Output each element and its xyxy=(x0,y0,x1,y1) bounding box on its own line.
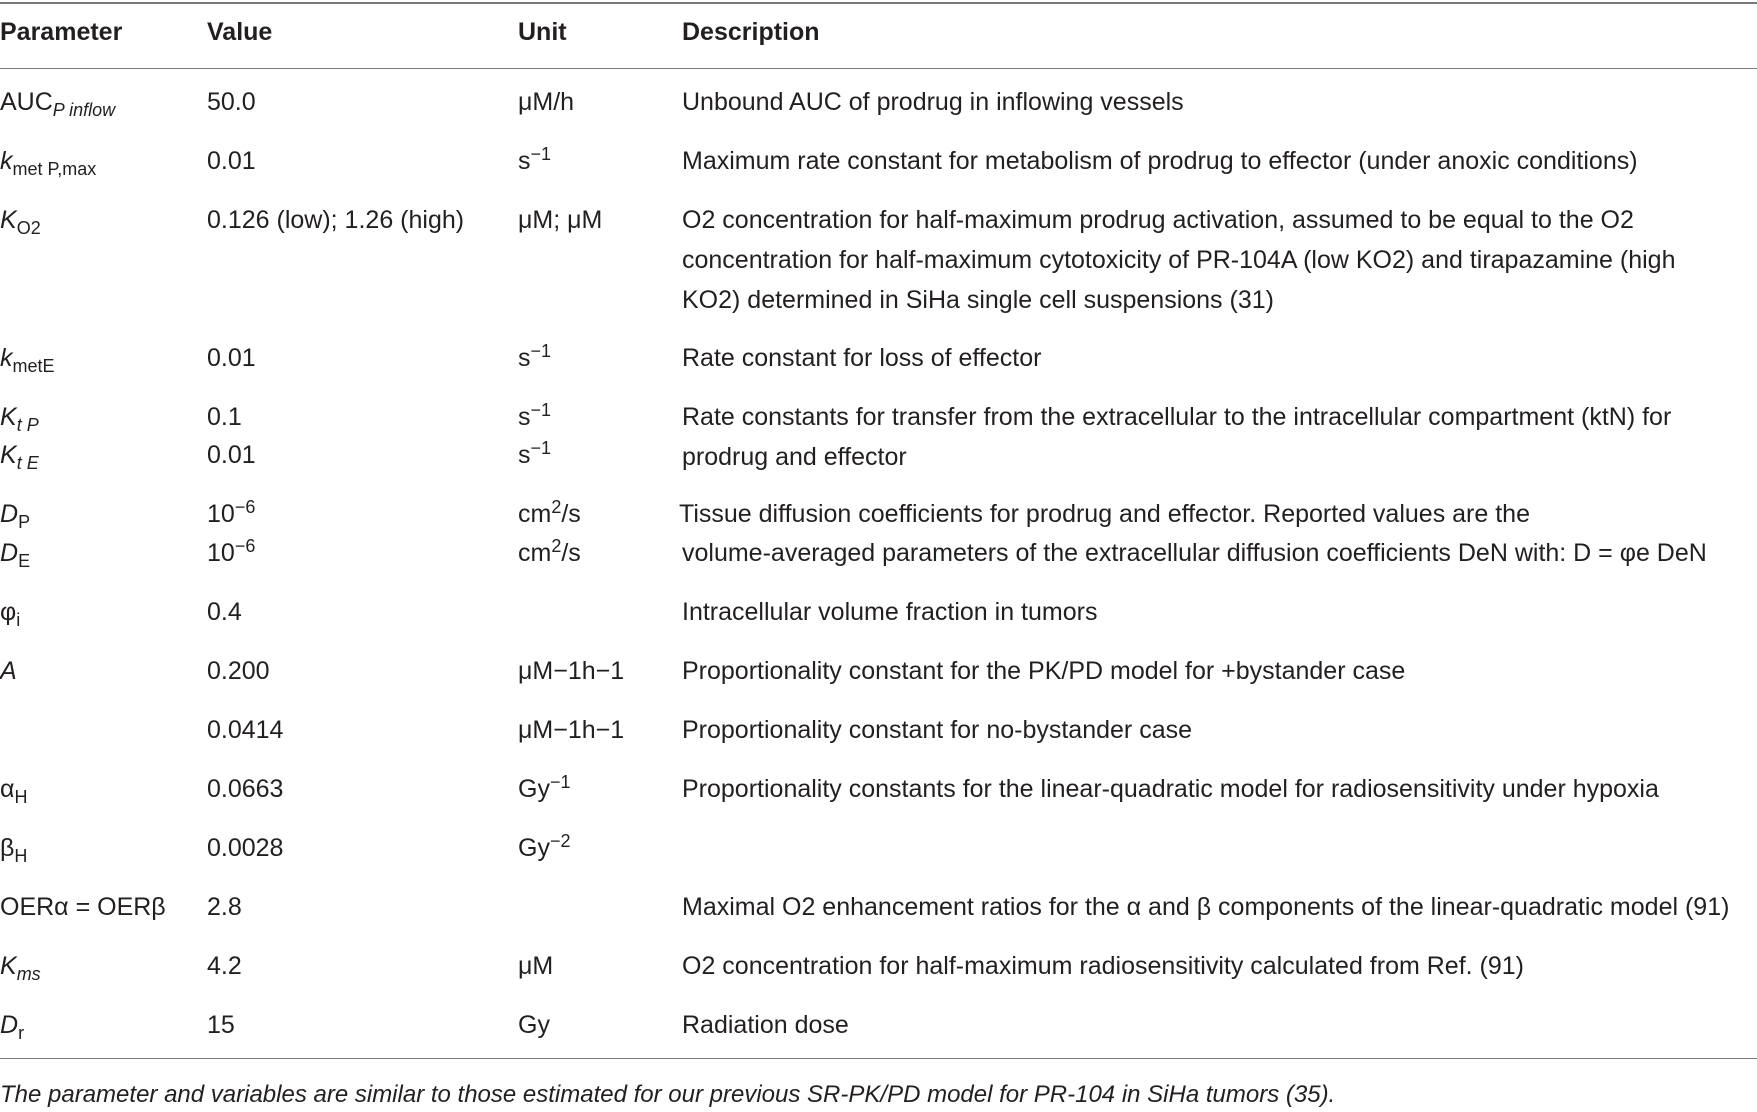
desc-kmetp: Maximum rate constant for metabolism of prodrug to effector (under anoxic conditions) xyxy=(682,147,1638,175)
desc-oer: Maximal O2 enhancement ratios for the α and β components of the linear-quadratic model (91) xyxy=(682,893,1730,921)
param-kmetp: $k_{met P,max}$ xyxy=(0,147,97,179)
param-ko2: $K_{O2}$ xyxy=(0,206,41,238)
value-a2: 0.0414 xyxy=(207,716,284,744)
desc-kt-line2: prodrug and effector xyxy=(682,443,907,471)
desc-a2: Proportionality constant for no-bystander case xyxy=(682,716,1192,744)
value-dr: 15 xyxy=(207,1011,235,1039)
unit-betah: $Gy^{-2}$ xyxy=(518,831,571,862)
param-auc: $AUC_{P inflow}$ xyxy=(0,88,116,120)
value-kte: 0.01 xyxy=(207,441,256,469)
desc-a: Proportionality constant for the PK/PD model for +bystander case xyxy=(682,657,1406,685)
header-rule xyxy=(0,68,1757,69)
unit-de: $cm^2/s$ xyxy=(518,536,581,567)
param-kms: $K_{ms}$ xyxy=(0,952,41,984)
unit-kms: μM xyxy=(518,952,554,980)
desc-kmete: Rate constant for loss of effector xyxy=(682,344,1042,372)
param-ktp: $K_{t P}$ xyxy=(0,403,39,435)
unit-dp: $cm^2/s$ xyxy=(518,497,581,528)
desc-ko2-line2: concentration for half-maximum cytotoxicity of PR-104A (low KO2) and tirapazamine (high xyxy=(682,246,1676,274)
value-phi: 0.4 xyxy=(207,598,242,626)
desc-ko2-line3: KO2) determined in SiHa single cell suspensions (31) xyxy=(682,286,1274,314)
unit-kmete: $s^{-1}$ xyxy=(518,341,552,372)
unit-a: μM−1h−1 xyxy=(518,657,625,685)
header-unit: Unit xyxy=(518,18,567,46)
value-kmetp: 0.01 xyxy=(207,147,256,175)
value-oer: 2.8 xyxy=(207,893,242,921)
desc-kms: O2 concentration for half-maximum radiosensitivity calculated from Ref. (91) xyxy=(682,952,1524,980)
desc-alphah: Proportionality constants for the linear-quadratic model for radiosensitivity under hypoxia xyxy=(682,775,1659,803)
header-parameter: Parameter xyxy=(0,18,123,46)
value-a: 0.200 xyxy=(207,657,270,685)
unit-auc: μM/h xyxy=(518,88,575,116)
unit-ko2: μM; μM xyxy=(518,206,603,234)
value-kms: 4.2 xyxy=(207,952,242,980)
param-betah: $\beta_H$ xyxy=(0,834,28,866)
value-alphah: 0.0663 xyxy=(207,775,284,803)
unit-kmetp: $s^{-1}$ xyxy=(518,144,552,175)
unit-kte: $s^{-1}$ xyxy=(518,438,552,469)
desc-diff-line2: volume-averaged parameters of the extracellular diffusion coefficients DeN with: D = φe DeN xyxy=(682,539,1707,567)
value-de: $10^{-6}$ xyxy=(207,536,256,567)
desc-dr: Radiation dose xyxy=(682,1011,849,1039)
unit-dr: Gy xyxy=(518,1011,550,1039)
table-top-rule xyxy=(0,2,1757,4)
unit-alphah: $Gy^{-1}$ xyxy=(518,772,571,803)
value-dp: $10^{-6}$ xyxy=(207,497,256,528)
param-phi: $\varphi_i$ xyxy=(0,598,21,630)
param-kte: $K_{t E}$ xyxy=(0,441,39,473)
desc-phi: Intracellular volume fraction in tumors xyxy=(682,598,1098,626)
param-kmete: $k_{metE}$ xyxy=(0,344,55,376)
desc-auc: Unbound AUC of prodrug in inflowing vessels xyxy=(682,88,1184,116)
value-kmete: 0.01 xyxy=(207,344,256,372)
param-de: $D_E$ xyxy=(0,539,31,571)
value-ktp: 0.1 xyxy=(207,403,242,431)
unit-ktp: $s^{-1}$ xyxy=(518,400,552,431)
unit-a2: μM−1h−1 xyxy=(518,716,625,744)
value-auc: 50.0 xyxy=(207,88,256,116)
value-ko2: 0.126 (low); 1.26 (high) xyxy=(207,206,465,234)
desc-kt-line1: Rate constants for transfer from the extracellular to the intracellular compartment (ktN) for xyxy=(682,403,1672,431)
param-alphah: $\alpha_H$ xyxy=(0,775,28,807)
desc-diff-line1: Tissue diffusion coefficients for prodrug and effector. Reported values are the xyxy=(679,500,1530,528)
value-betah: 0.0028 xyxy=(207,834,284,862)
table-bottom-rule xyxy=(0,1058,1757,1059)
param-a: A xyxy=(0,657,17,685)
param-dp: $D_P$ xyxy=(0,500,31,532)
header-description: Description xyxy=(682,18,820,46)
param-oer: OERα = OERβ xyxy=(0,893,166,921)
param-dr: $D_r$ xyxy=(0,1011,25,1043)
desc-ko2-line1: O2 concentration for half-maximum prodrug activation, assumed to be equal to the O2 xyxy=(682,206,1634,234)
table-footnote: The parameter and variables are similar to those estimated for our previous SR-PK/PD model for PR-104 in SiHa tumors (35). xyxy=(0,1081,1336,1108)
header-value: Value xyxy=(207,18,273,46)
